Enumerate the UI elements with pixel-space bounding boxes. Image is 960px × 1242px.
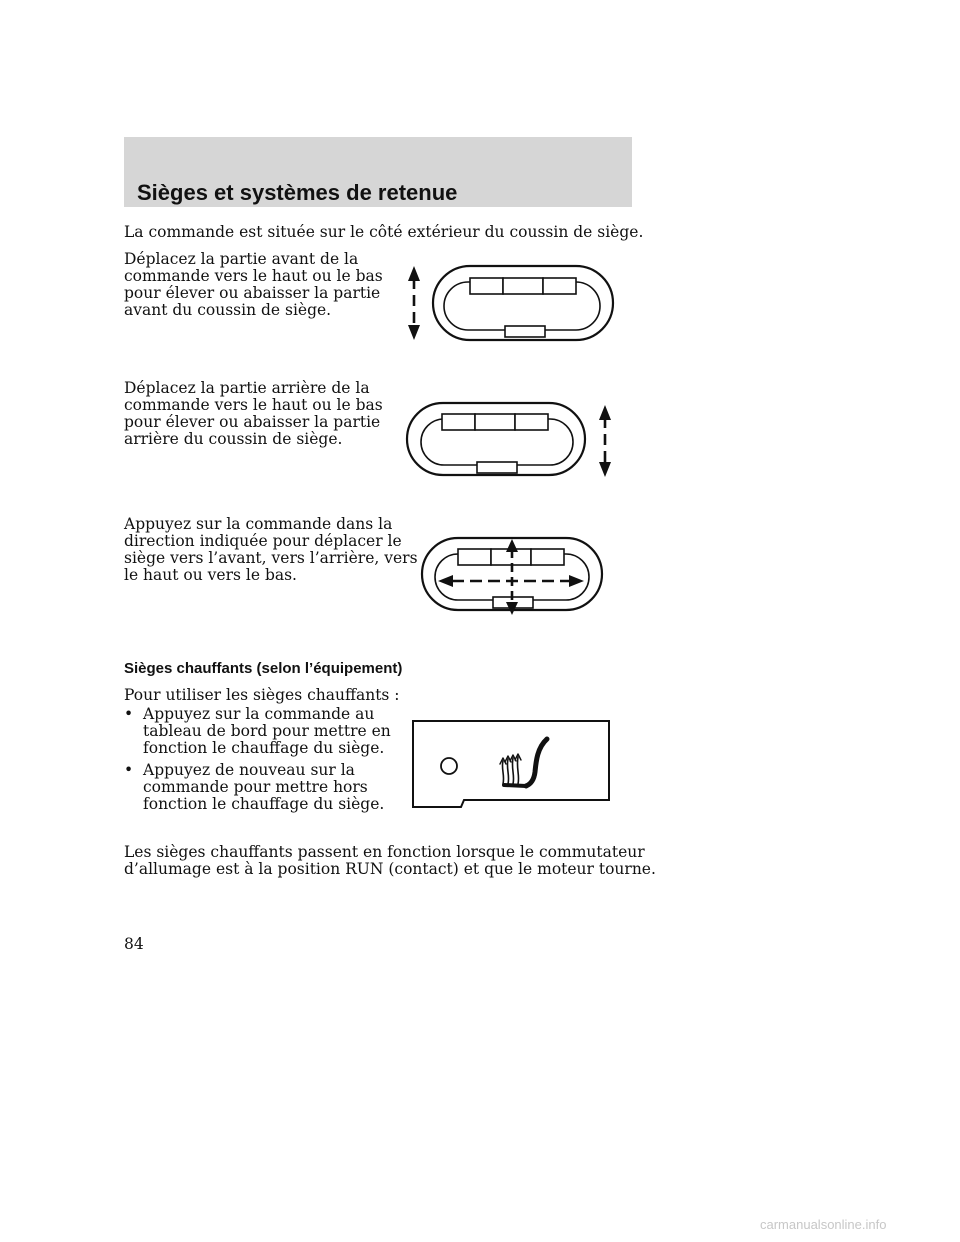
heated-seats-heading: Sièges chauffants (selon l’équipement) <box>124 660 403 677</box>
section-title: Sièges et systèmes de retenue <box>137 180 458 205</box>
heated-intro: Pour utiliser les sièges chauffants : <box>124 686 400 704</box>
front-line-1: Déplacez la partie avant de la <box>124 250 359 268</box>
bullet-2-symbol: • <box>124 761 134 779</box>
rear-line-2: commande vers le haut ou le bas <box>124 396 383 414</box>
direction-line-1: Appuyez sur la commande dans la <box>124 515 393 533</box>
seat-direction-control-figure <box>418 535 608 619</box>
front-line-2: commande vers le haut ou le bas <box>124 267 383 285</box>
heated-note-line-2: d’allumage est à la position RUN (contact) et que le moteur tourne. <box>124 860 656 878</box>
bullet-1-symbol: • <box>124 705 134 723</box>
rear-line-4: arrière du coussin de siège. <box>124 430 343 448</box>
direction-line-2: direction indiquée pour déplacer le <box>124 532 402 550</box>
intro-text: La commande est située sur le côté extérieur du coussin de siège. <box>124 223 644 241</box>
page-number: 84 <box>124 935 144 953</box>
up-down-arrow-icon <box>408 266 420 340</box>
bullet-2-line-3: fonction le chauffage du siège. <box>143 795 385 813</box>
bullet-1-line-2: tableau de bord pour mettre en <box>143 722 391 740</box>
watermark-text: carmanualsonline.info <box>760 1217 887 1232</box>
bullet-1-line-3: fonction le chauffage du siège. <box>143 739 385 757</box>
direction-line-4: le haut ou vers le bas. <box>124 566 297 584</box>
heated-seat-switch-figure <box>412 720 612 810</box>
direction-line-3: siège vers l’avant, vers l’arrière, vers <box>124 549 418 567</box>
rear-cushion-control-figure <box>404 399 624 479</box>
front-line-3: pour élever ou abaisser la partie <box>124 284 381 302</box>
front-cushion-control-figure <box>400 262 620 344</box>
up-down-arrow-icon <box>599 405 611 477</box>
heated-seat-icon <box>500 739 547 786</box>
bullet-2-line-2: commande pour mettre hors <box>143 778 368 796</box>
bullet-2-line-1: Appuyez de nouveau sur la <box>143 761 355 779</box>
rear-line-1: Déplacez la partie arrière de la <box>124 379 370 397</box>
heated-note-line-1: Les sièges chauffants passent en fonction lorsque le commutateur <box>124 843 645 861</box>
bullet-1-line-1: Appuyez sur la commande au <box>143 705 375 723</box>
rear-line-3: pour élever ou abaisser la partie <box>124 413 381 431</box>
front-line-4: avant du coussin de siège. <box>124 301 332 319</box>
indicator-light-icon <box>441 758 457 774</box>
